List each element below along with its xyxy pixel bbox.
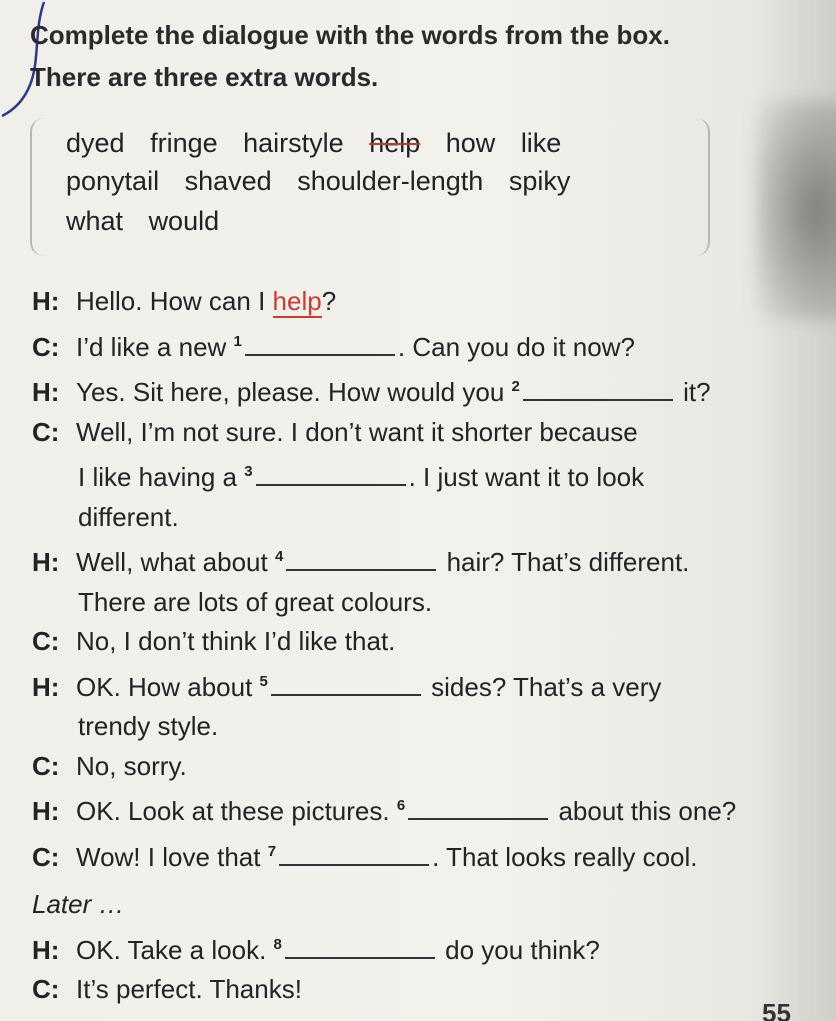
gap-number: 7 [267,842,277,860]
dialogue-line [32,707,822,747]
word-item: ponytail [66,166,160,196]
answer-example: help [272,286,322,316]
speaker-label: H: [32,934,60,965]
instruction-line-1: Complete the dialogue with the words from the box. [30,20,670,50]
line-text: I like having a [78,462,237,492]
gap-number: 8 [273,935,282,953]
speaker-label: H: [32,796,60,826]
line-text: . Can you do it now? [397,331,635,362]
page-number: 55 [762,998,791,1021]
gap-number: 4 [274,548,284,565]
line-text: Well, what about [76,547,268,577]
line-text: No, sorry. [76,750,187,781]
speaker-label: C: [32,750,60,781]
speaker-label: C: [32,331,60,362]
dialogue-line [32,282,822,322]
line-text: I’d like a new [76,331,227,362]
speaker-label: C: [32,841,60,872]
answer-blank-4[interactable] [286,547,436,571]
word-box-row-2 [66,166,588,197]
dialogue-line [32,367,822,413]
word-item: shaved [184,166,272,196]
word-box [30,118,710,256]
line-text: OK. Take a look. [76,934,267,965]
speaker-label: H: [32,377,60,407]
speaker-label: H: [32,671,60,702]
word-box-row-1 [66,128,579,159]
word-item: spiky [508,166,571,196]
speaker-label: H: [32,547,60,577]
dialogue-line [32,498,822,538]
line-text: different. [78,501,179,532]
answer-blank-6[interactable] [408,796,548,820]
answer-blank-3[interactable] [256,462,406,486]
word-item: hairstyle [243,128,344,158]
answer-blank-2[interactable] [523,377,673,401]
line-text: It’s perfect. Thanks! [76,974,302,1004]
word-item: would [148,206,220,236]
line-text: it? [683,377,711,407]
dialogue-line [32,622,822,662]
dialogue-later: Later … [32,889,125,919]
line-text: No, I don’t think I’d like that. [76,626,396,656]
exercise-instruction [30,14,820,98]
line-text: There are lots of great colours. [78,586,433,617]
gap-number: 6 [396,797,406,814]
gap-number: 5 [259,672,268,690]
speaker-label: C: [32,974,60,1004]
word-item: how [445,128,496,158]
line-text: . I just want it to look [408,462,645,492]
word-item: shoulder-length [297,166,484,196]
dialogue-line [32,747,822,787]
answer-blank-7[interactable] [279,842,429,866]
line-text: hair? That’s different. [446,547,690,577]
speaker-label: C: [32,626,60,656]
line-text: about this one? [558,796,737,826]
gap-number: 3 [244,463,253,480]
dialogue-line [32,925,822,971]
line-text: sides? That’s a very [431,671,662,702]
gap-number: 1 [233,332,242,350]
dialogue-line [32,832,822,878]
word-box-row-3 [66,206,237,237]
dialogue-line [32,786,822,832]
answer-blank-8[interactable] [285,935,435,959]
dialogue-line [32,662,822,708]
line-text: do you think? [445,934,600,965]
line-text: OK. How about [76,671,253,702]
instruction-line-2: There are three extra words. [30,62,379,92]
dialogue-line [32,452,822,498]
line-text: Hello. How can I [76,286,266,316]
line-text: Yes. Sit here, please. How would you [76,377,505,407]
word-item: dyed [66,128,125,158]
dialogue-line [32,970,822,1010]
answer-blank-5[interactable] [271,672,421,696]
line-text: OK. Look at these pictures. [76,796,390,826]
line-text: trendy style. [78,711,219,741]
line-text: Wow! I love that [76,841,261,872]
dialogue [32,282,822,1010]
dialogue-line [32,413,822,453]
word-item: what [66,206,124,236]
word-item: fringe [150,128,218,158]
dialogue-line [32,322,822,368]
line-text: Well, I’m not sure. I don’t want it shorter because [76,416,638,447]
dialogue-line [32,583,822,623]
gap-number: 2 [511,378,520,395]
word-item: like [520,128,562,158]
speaker-label: C: [32,416,60,447]
dialogue-line [32,537,822,583]
answer-blank-1[interactable] [245,332,395,356]
speaker-label: H: [32,286,60,316]
line-text: ? [321,286,337,316]
line-text: . That looks really cool. [432,841,698,872]
word-item-crossed: help [369,128,421,158]
